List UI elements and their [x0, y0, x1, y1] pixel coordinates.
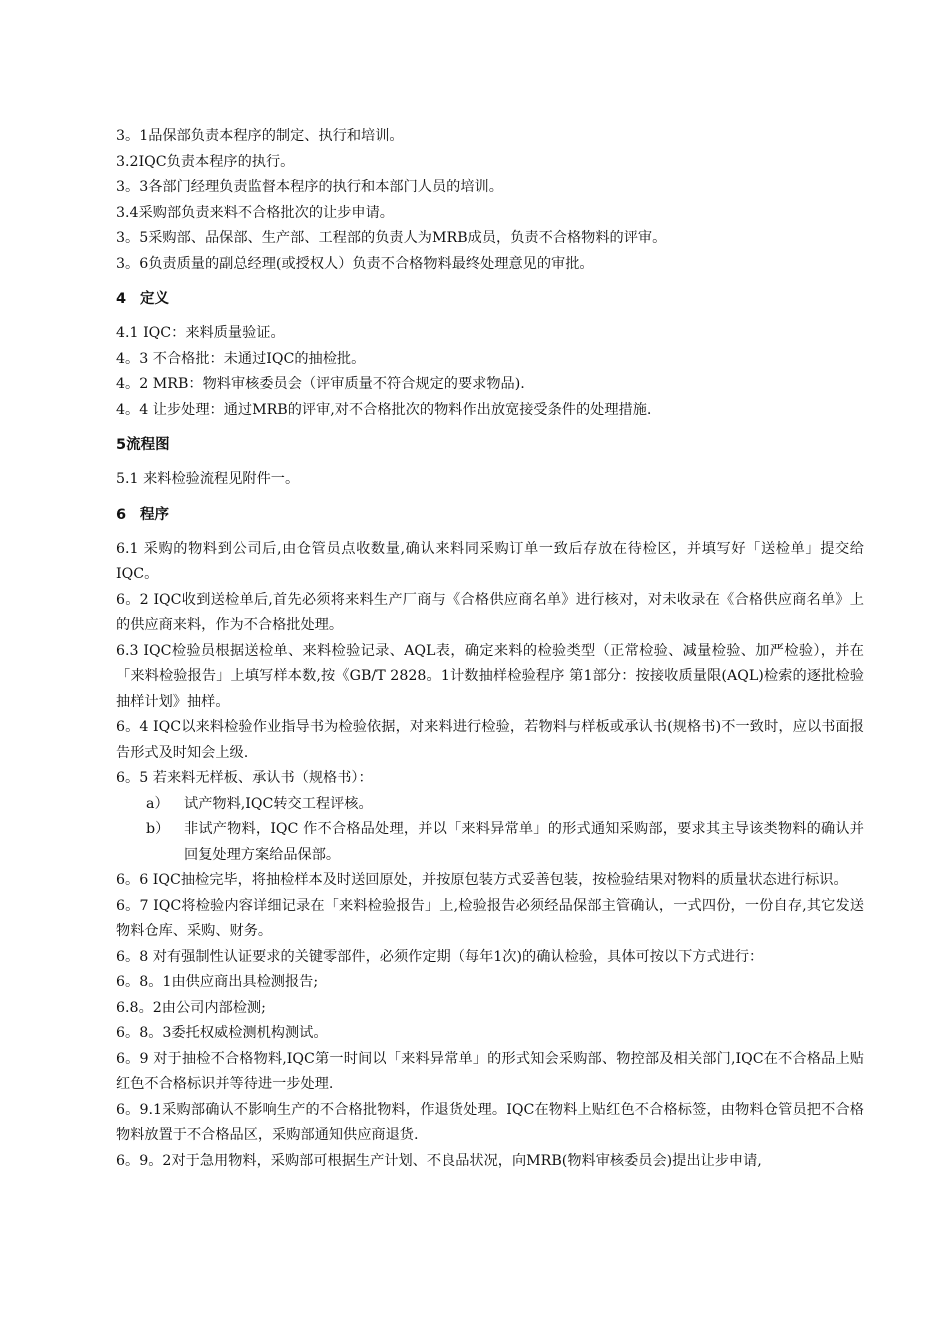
clause-6-9-2: 6。9。2对于急用物料，采购部可根据生产计划、不良品状况，向MRB(物料审核委员会)提出让步申请,	[116, 1152, 762, 1169]
clause-6-8-1: 6。8。1由供应商出具检测报告;	[116, 974, 319, 990]
definition-4-3: 4。3 不合格批：未通过IQC的抽检批。	[116, 350, 366, 367]
clause-6-5: 6。5 若来料无样板、承认书（规格书）：	[116, 770, 373, 786]
clause-3-4: 3.4采购部负责来料不合格批次的让步申请。	[116, 204, 394, 221]
definition-4-4: 4。4 让步处理：通过MRB的评审,对不合格批次的物料作出放宽接受条件的处理措施.	[116, 401, 652, 418]
clause-6-8: 6。8 对有强制性认证要求的关键零部件，必须作定期（每年1次)的确认检验，具体可按以下方式进行：	[116, 948, 764, 965]
heading-6-procedure	[116, 503, 864, 527]
clause-6-5-a-label: a）	[146, 795, 169, 812]
clause-6-5-b-text: 非试产物料，IQC 作不合格品处理，并以「来料异常单」的形式通知采购部，要求其主导该类物料的确认并回复处理方案给品保部。	[184, 821, 864, 863]
heading-6-title: 程序	[140, 506, 169, 523]
clause-3-6: 3。6负责质量的副总经理(或授权人）负责不合格物料最终处理意见的审批。	[116, 255, 594, 272]
clause-3-2: 3.2IQC负责本程序的执行。	[116, 153, 295, 170]
definition-4-1: 4.1 IQC：来料质量验证。	[116, 325, 285, 341]
clause-6-9: 6。9 对于抽检不合格物料,IQC第一时间以「来料异常单」的形式知会采购部、物控部及相关部门,IQC在不合格品上贴红色不合格标识并等待进一步处理.	[116, 1050, 864, 1092]
section-5-list	[116, 467, 864, 493]
clause-6-1: 6.1 采购的物料到公司后,由仓管员点收数量,确认来料同采购订单一致后存放在待检区，并填写好「送检单」提交给IQC。	[116, 540, 864, 582]
clause-6-5-a	[116, 792, 864, 818]
heading-5-flowchart	[116, 433, 864, 457]
definition-4-2: 4。2 MRB：物料审核委员会（评审质量不符合规定的要求物品).	[116, 376, 525, 392]
clause-6-8-2: 6.8。2由公司内部检测;	[116, 999, 266, 1016]
clause-6-3: 6.3 IQC检验员根据送检单、来料检验记录、AQL表，确定来料的检验类型（正常检验、减量检验、加严检验），并在「来料检验报告」上填写样本数,按《GB/T 2828。1计数抽样检验程序 第1部分：按接收质量限(AQL)检索的逐批检验抽样计划》抽样。	[116, 642, 864, 710]
heading-4-number: 4	[116, 291, 127, 307]
clause-6-6: 6。6 IQC抽检完毕，将抽检样本及时送回原处，并按原包装方式妥善包装，按检验结果对物料的质量状态进行标识。	[116, 872, 848, 888]
clause-6-2: 6。2 IQC收到送检单后,首先必须将来料生产厂商与《合格供应商名单》进行核对，对未收录在《合格供应商名单》上的供应商来料，作为不合格批处理。	[116, 591, 864, 633]
heading-5-title: 5流程图	[116, 437, 170, 453]
clause-6-5-a-text: 试产物料,IQC转交工程评核。	[184, 795, 373, 812]
heading-4-title: 定义	[140, 291, 169, 307]
section-4-list	[116, 321, 864, 423]
clause-3-1: 3。1品保部负责本程序的制定、执行和培训。	[116, 128, 404, 144]
heading-6-number: 6	[116, 506, 127, 523]
clause-6-5-b	[116, 817, 864, 868]
clause-5-1: 5.1 来料检验流程见附件一。	[116, 471, 300, 487]
heading-4-definitions	[116, 287, 864, 311]
section-3-list	[116, 124, 864, 277]
clause-6-9-1: 6。9.1采购部确认不影响生产的不合格批物料，作退货处理。IQC在物料上贴红色不合格标签，由物料仓管员把不合格物料放置于不合格品区，采购部通知供应商退货.	[116, 1101, 864, 1143]
document-page	[116, 124, 864, 1174]
clause-6-4: 6。4 IQC以来料检验作业指导书为检验依据，对来料进行检验，若物料与样板或承认书(规格书)不一致时，应以书面报告形式及时知会上级.	[116, 719, 864, 761]
clause-3-3: 3。3各部门经理负责监督本程序的执行和本部门人员的培训。	[116, 179, 503, 195]
section-6-body	[116, 537, 864, 1175]
clause-6-5-b-label: b）	[146, 821, 170, 837]
clause-3-5: 3。5采购部、品保部、生产部、工程部的负责人为MRB成员，负责不合格物料的评审。	[116, 230, 667, 246]
clause-6-7: 6。7 IQC将检验内容详细记录在「来料检验报告」上,检验报告必须经品保部主管确认，一式四份，一份自存,其它发送物料仓库、采购、财务。	[116, 897, 864, 939]
clause-6-8-3: 6。8。3委托权威检测机构测试。	[116, 1025, 328, 1041]
